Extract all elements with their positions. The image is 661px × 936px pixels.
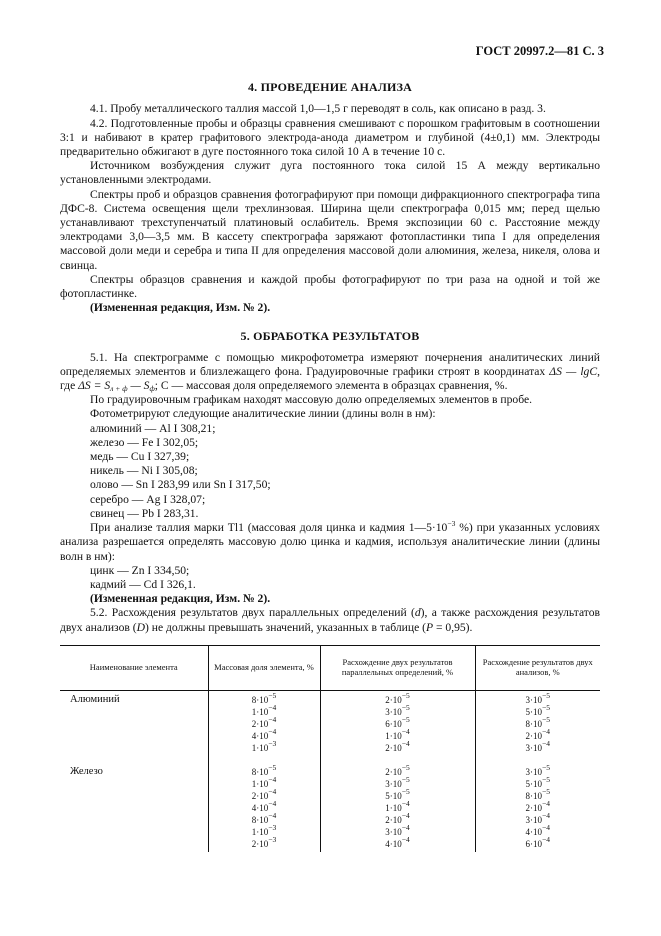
amendment-note: (Измененная редакция, Изм. № 2). — [90, 592, 271, 606]
analytical-line-item: медь — Cu I 327,39; — [90, 450, 190, 464]
analytical-line-item: свинец — Pb I 283,31. — [90, 506, 199, 520]
element-name-cell: Алюминий — [70, 693, 120, 705]
value-entry: $2\cdot 10^{-5}$ — [385, 762, 410, 777]
value-entry: $8\cdot 10^{-4}$ — [251, 810, 277, 825]
value-entry: $1\cdot 10^{-3}$ — [251, 738, 277, 753]
value-entry: $8\cdot 10^{-5}$ — [525, 786, 550, 801]
analytical-line-item: никель — Ni I 305,08; — [90, 464, 198, 478]
value-entry: $3\cdot 10^{-5}$ — [525, 762, 550, 777]
para-5-1: 5.1. На спектрограмме с помощью микрофотометра измеряют почернения аналитических линий определяемых элементов и близлежащего фона. Градуировочные графики строят в координатах ΔS — lgC, где $\Delta S = S_{л + ф}$ — $S_ф$; C — массовая доля определяемого элемента в образцах сравнения, %. — [60, 350, 600, 394]
para-4-2: 4.2. Подготовленные пробы и образцы сравнения смешивают с порошком графитовым в соотношении 3:1 и набивают в кратер графитового электрода-анода диаметром и глубиной (4±0,1) мм. Электроды предварительно обжигают в дуге постоянного тока силой 10 А в течение 10 с. — [60, 116, 600, 159]
para-4-2-source: Источником возбуждения служит дуга постоянного тока силой 15 А между вертикально установленными электродами. — [60, 159, 600, 187]
value-entry: $1\cdot 10^{-4}$ — [385, 798, 410, 813]
element-name-cell: Железо — [70, 765, 103, 777]
analytical-line-item: серебро — Ag I 328,07; — [90, 492, 206, 506]
value-entry: $6\cdot 10^{-5}$ — [385, 714, 410, 729]
value-cell-mass — [208, 762, 320, 852]
para-4-2-spectra: Спектры проб и образцов сравнения фотографируют при помощи дифракционного спектрографа типа ДФС-8. Система освещения щели трехлинзовая. Ширина щели спектрографа 0,015 мм; перед щелью устанавливают трехступенчатый платиновый ослабитель. Время экспозиции 60 с. Расстояние между электродами 3,0—3,5 мм. В кассету спектрографа заряжают фотопластинки типа I для определения массовой доли меди и серебра и типа II для определения массовой доли алюминия, железа, никеля, олова и свинца. — [60, 187, 600, 272]
analytical-line-item: железо — Fe I 302,05; — [90, 435, 199, 449]
value-entry: $5\cdot 10^{-5}$ — [525, 702, 550, 717]
table-header-mass: Массовая доля элемента, % — [208, 645, 320, 690]
value-entry: $3\cdot 10^{-5}$ — [525, 690, 550, 705]
value-cell-D — [475, 690, 600, 766]
table-header-element: Наименование элемента — [60, 645, 208, 690]
value-entry: $1\cdot 10^{-3}$ — [251, 822, 277, 837]
table-header-parallel: Расхождение двух результатов параллельных определений, % — [320, 645, 475, 690]
value-entry: $3\cdot 10^{-4}$ — [385, 822, 410, 837]
value-entry: $3\cdot 10^{-5}$ — [385, 702, 410, 717]
analytical-line-item: кадмий — Cd I 326,1. — [90, 577, 196, 591]
value-entry: $2\cdot 10^{-4}$ — [385, 738, 410, 753]
para-5-1-lines-intro: Фотометрируют следующие аналитические линии (длины волн в нм): — [90, 407, 436, 421]
value-entry: $3\cdot 10^{-4}$ — [525, 738, 550, 753]
value-entry: $3\cdot 10^{-4}$ — [525, 810, 550, 825]
section-4-title: 4. ПРОВЕДЕНИЕ АНАЛИЗА — [247, 80, 412, 95]
table-row — [60, 690, 600, 766]
value-entry: $2\cdot 10^{-5}$ — [385, 690, 410, 705]
value-entry: $4\cdot 10^{-4}$ — [385, 834, 410, 849]
para-5-1-zinc-cadmium: При анализе таллия марки Тl1 (массовая доля цинка и кадмия $1—5\cdot 10^{-3}$ %) при указанных условиях анализа разрешается определять массовую долю цинка и кадмия, используя аналитические линии (длины волн в нм): — [60, 519, 600, 563]
table-row — [60, 766, 600, 852]
para-5-2: 5.2. Расхождения результатов двух параллельных определений (d), а также расхождения результатов двух анализов (D) не должны превышать значений, указанных в таблице (P = 0,95). — [60, 606, 600, 634]
amendment-note: (Измененная редакция, Изм. № 2). — [90, 301, 271, 315]
value-entry: $1\cdot 10^{-4}$ — [385, 726, 410, 741]
value-cell-d — [320, 690, 475, 766]
value-entry: $8\cdot 10^{-5}$ — [251, 690, 277, 705]
value-entry: $8\cdot 10^{-5}$ — [251, 762, 277, 777]
value-entry: $2\cdot 10^{-4}$ — [525, 798, 550, 813]
value-entry: $6\cdot 10^{-4}$ — [525, 834, 550, 849]
section-5-title: 5. ОБРАБОТКА РЕЗУЛЬТАТОВ — [240, 329, 420, 344]
value-entry: $2\cdot 10^{-4}$ — [385, 810, 410, 825]
value-entry: $2\cdot 10^{-4}$ — [525, 726, 550, 741]
value-entry: $3\cdot 10^{-5}$ — [385, 774, 410, 789]
value-entry: $2\cdot 10^{-3}$ — [251, 834, 277, 849]
value-entry: $2\cdot 10^{-4}$ — [251, 786, 277, 801]
value-entry: $5\cdot 10^{-5}$ — [525, 774, 550, 789]
page-header: ГОСТ 20997.2—81 С. 3 — [475, 44, 604, 58]
analytical-line-item: цинк — Zn I 334,50; — [90, 563, 190, 577]
value-entry: $2\cdot 10^{-4}$ — [251, 714, 277, 729]
value-entry: $4\cdot 10^{-4}$ — [525, 822, 550, 837]
value-entry: $4\cdot 10^{-4}$ — [251, 798, 277, 813]
zinc-cadmium-lines-list — [60, 564, 600, 592]
value-entry: $4\cdot 10^{-4}$ — [251, 726, 277, 741]
value-entry: $5\cdot 10^{-5}$ — [385, 786, 410, 801]
para-5-1-graphs: По градуировочным графикам находят массовую долю определяемых элементов в пробе. — [90, 393, 532, 407]
tolerance-table — [60, 645, 600, 852]
value-entry: $8\cdot 10^{-5}$ — [525, 714, 550, 729]
table-header-analyses: Расхождение результатов двух анализов, % — [475, 645, 600, 690]
value-cell-d — [320, 762, 475, 852]
value-cell-mass — [208, 690, 320, 766]
document-page — [60, 40, 604, 852]
value-entry: $1\cdot 10^{-4}$ — [251, 774, 277, 789]
value-cell-D — [475, 762, 600, 852]
value-entry: $1\cdot 10^{-4}$ — [251, 702, 277, 717]
para-4-1: 4.1. Пробу металлического таллия массой 1,0—1,5 г переводят в соль, как описано в разд. 3. — [90, 102, 546, 116]
analytical-line-item: олово — Sn I 283,99 или Sn I 317,50; — [90, 478, 271, 492]
para-4-2-photo: Спектры образцов сравнения и каждой пробы фотографируют по три раза на одной и той же фотопластинке. — [60, 272, 600, 301]
analytical-line-item: алюминий — Al I 308,21; — [90, 421, 216, 435]
analytical-lines-list — [60, 422, 600, 521]
